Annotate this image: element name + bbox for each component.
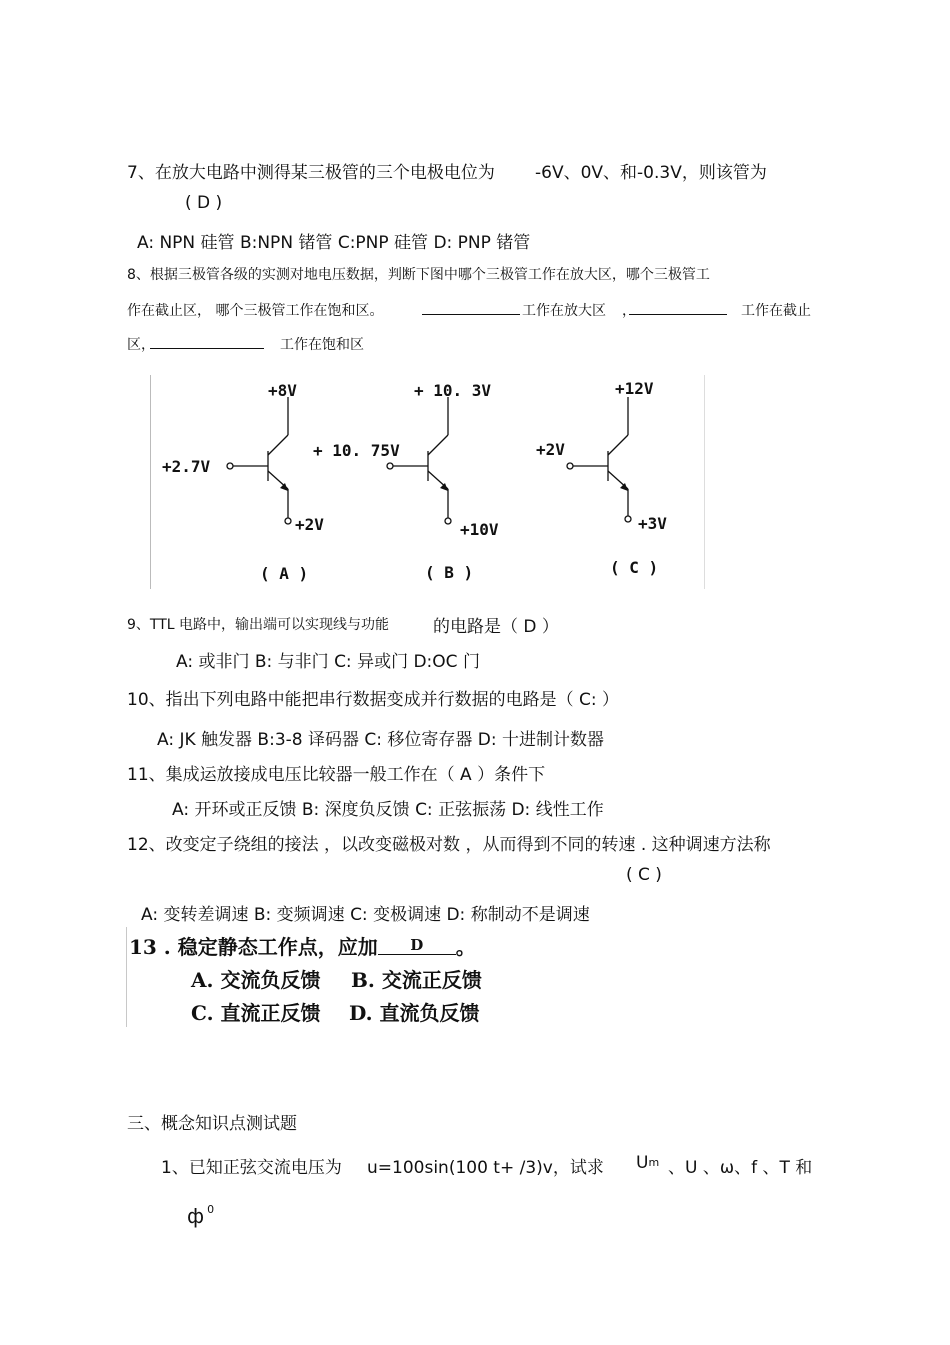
q8-text-cutoff: 工作在截止 xyxy=(741,303,811,319)
b-emitter-label: +10V xyxy=(460,520,499,539)
transistor-c xyxy=(567,397,631,522)
b-base-label: + 10. 75V xyxy=(313,441,400,460)
q7-stem: 7、在放大电路中测得某三极管的三个电极电位为 xyxy=(127,163,495,183)
q8-stem-line2: 作在截止区， 哪个三极管工作在饱和区。 xyxy=(127,303,384,319)
q9-stem: 9、TTL 电路中，输出端可以实现线与功能 xyxy=(127,617,390,633)
arrow-b xyxy=(440,483,448,491)
q8-text-saturation: 工作在饱和区 xyxy=(280,337,364,353)
arrow-c xyxy=(620,483,628,491)
q13-answer: D xyxy=(378,936,456,955)
a-base-label: +2.7V xyxy=(162,457,211,476)
a-caption: ( A ) xyxy=(260,564,309,583)
b-top-label: + 10. 3V xyxy=(414,381,492,400)
q13-stem: 13 . 稳定静态工作点，应加 xyxy=(129,935,378,959)
phi-superscript: 0 xyxy=(207,1203,215,1216)
um-subscript: m xyxy=(648,1156,660,1169)
q13-option-b: B. 交流正反馈 xyxy=(351,968,482,992)
q9-stem-answer: 的电路是（ D ） xyxy=(433,617,559,637)
transistor-figure xyxy=(150,375,705,589)
section3-q1-formula: u=100sin(100 t+ /3)v，试求 xyxy=(367,1158,604,1178)
q12-stem: 12、改变定子绕组的接法 ，以改变磁极对数 ，从而得到不同的转速 . 这种调速方法称 xyxy=(127,835,771,855)
b-caption: ( B ) xyxy=(425,563,474,582)
phi-symbol: ф xyxy=(187,1204,205,1228)
q12-answer: ( C ) xyxy=(626,865,662,885)
a-top-label: +8V xyxy=(268,381,297,400)
q8-comma: ， xyxy=(622,303,636,319)
section3-q1-um xyxy=(636,1153,659,1173)
q8-text-amplify: 工作在放大区 xyxy=(522,303,606,319)
q8-blank-3[interactable] xyxy=(150,348,264,349)
q7-answer: ( D ) xyxy=(185,193,223,213)
q9-options: A: 或非门 B: 与非门 C: 异或门 D:OC 门 xyxy=(176,652,480,672)
q13-option-a: A. 交流负反馈 xyxy=(191,968,321,992)
q10-stem: 10、指出下列电路中能把串行数据变成并行数据的电路是（ C: ） xyxy=(127,690,620,710)
q8-text-region: 区， xyxy=(127,337,155,353)
q11-stem: 11、集成运放接成电压比较器一般工作在（ A ）条件下 xyxy=(127,765,546,785)
section3-q1-phi xyxy=(187,1204,214,1228)
transistor-diagram xyxy=(150,375,705,589)
q8-blank-2[interactable] xyxy=(629,314,727,315)
transistor-b xyxy=(387,397,451,524)
section3-q1-stem: 1、已知正弦交流电压为 xyxy=(161,1158,342,1178)
q8-blank-1[interactable] xyxy=(422,314,520,315)
q7-stem-values: -6V、0V、和-0.3V，则该管为 xyxy=(535,163,767,183)
q11-options: A: 开环或正反馈 B: 深度负反馈 C: 正弦振荡 D: 线性工作 xyxy=(172,800,604,820)
c-base-label: +2V xyxy=(536,440,565,459)
c-emitter-label: +3V xyxy=(638,514,667,533)
q12-options: A: 变转差调速 B: 变频调速 C: 变极调速 D: 称制动不是调速 xyxy=(141,905,590,925)
q8-stem-line1: 8、根据三极管各级的实测对地电压数据，判断下图中哪个三极管工作在放大区，哪个三极管工 xyxy=(127,267,710,283)
q13-figure xyxy=(126,927,497,1027)
q7-options: A: NPN 硅管 B:NPN 锗管 C:PNP 硅管 D: PNP 锗管 xyxy=(137,233,531,253)
c-caption: ( C ) xyxy=(610,558,659,577)
um-symbol: U xyxy=(636,1153,649,1173)
arrow-a xyxy=(280,483,288,491)
section3-heading: 三、概念知识点测试题 xyxy=(127,1114,297,1134)
c-top-label: +12V xyxy=(615,379,654,398)
q10-options: A: JK 触发器 B:3-8 译码器 C: 移位寄存器 D: 十进制计数器 xyxy=(157,730,605,750)
transistor-a xyxy=(227,397,291,524)
q13-stem-end: 。 xyxy=(455,935,476,959)
a-emitter-label: +2V xyxy=(295,515,324,534)
section3-q1-rest: 、U 、ω、f 、T 和 xyxy=(668,1158,813,1178)
q13-option-d: D. 直流负反馈 xyxy=(349,1001,480,1025)
q13-option-c: C. 直流正反馈 xyxy=(191,1001,321,1025)
